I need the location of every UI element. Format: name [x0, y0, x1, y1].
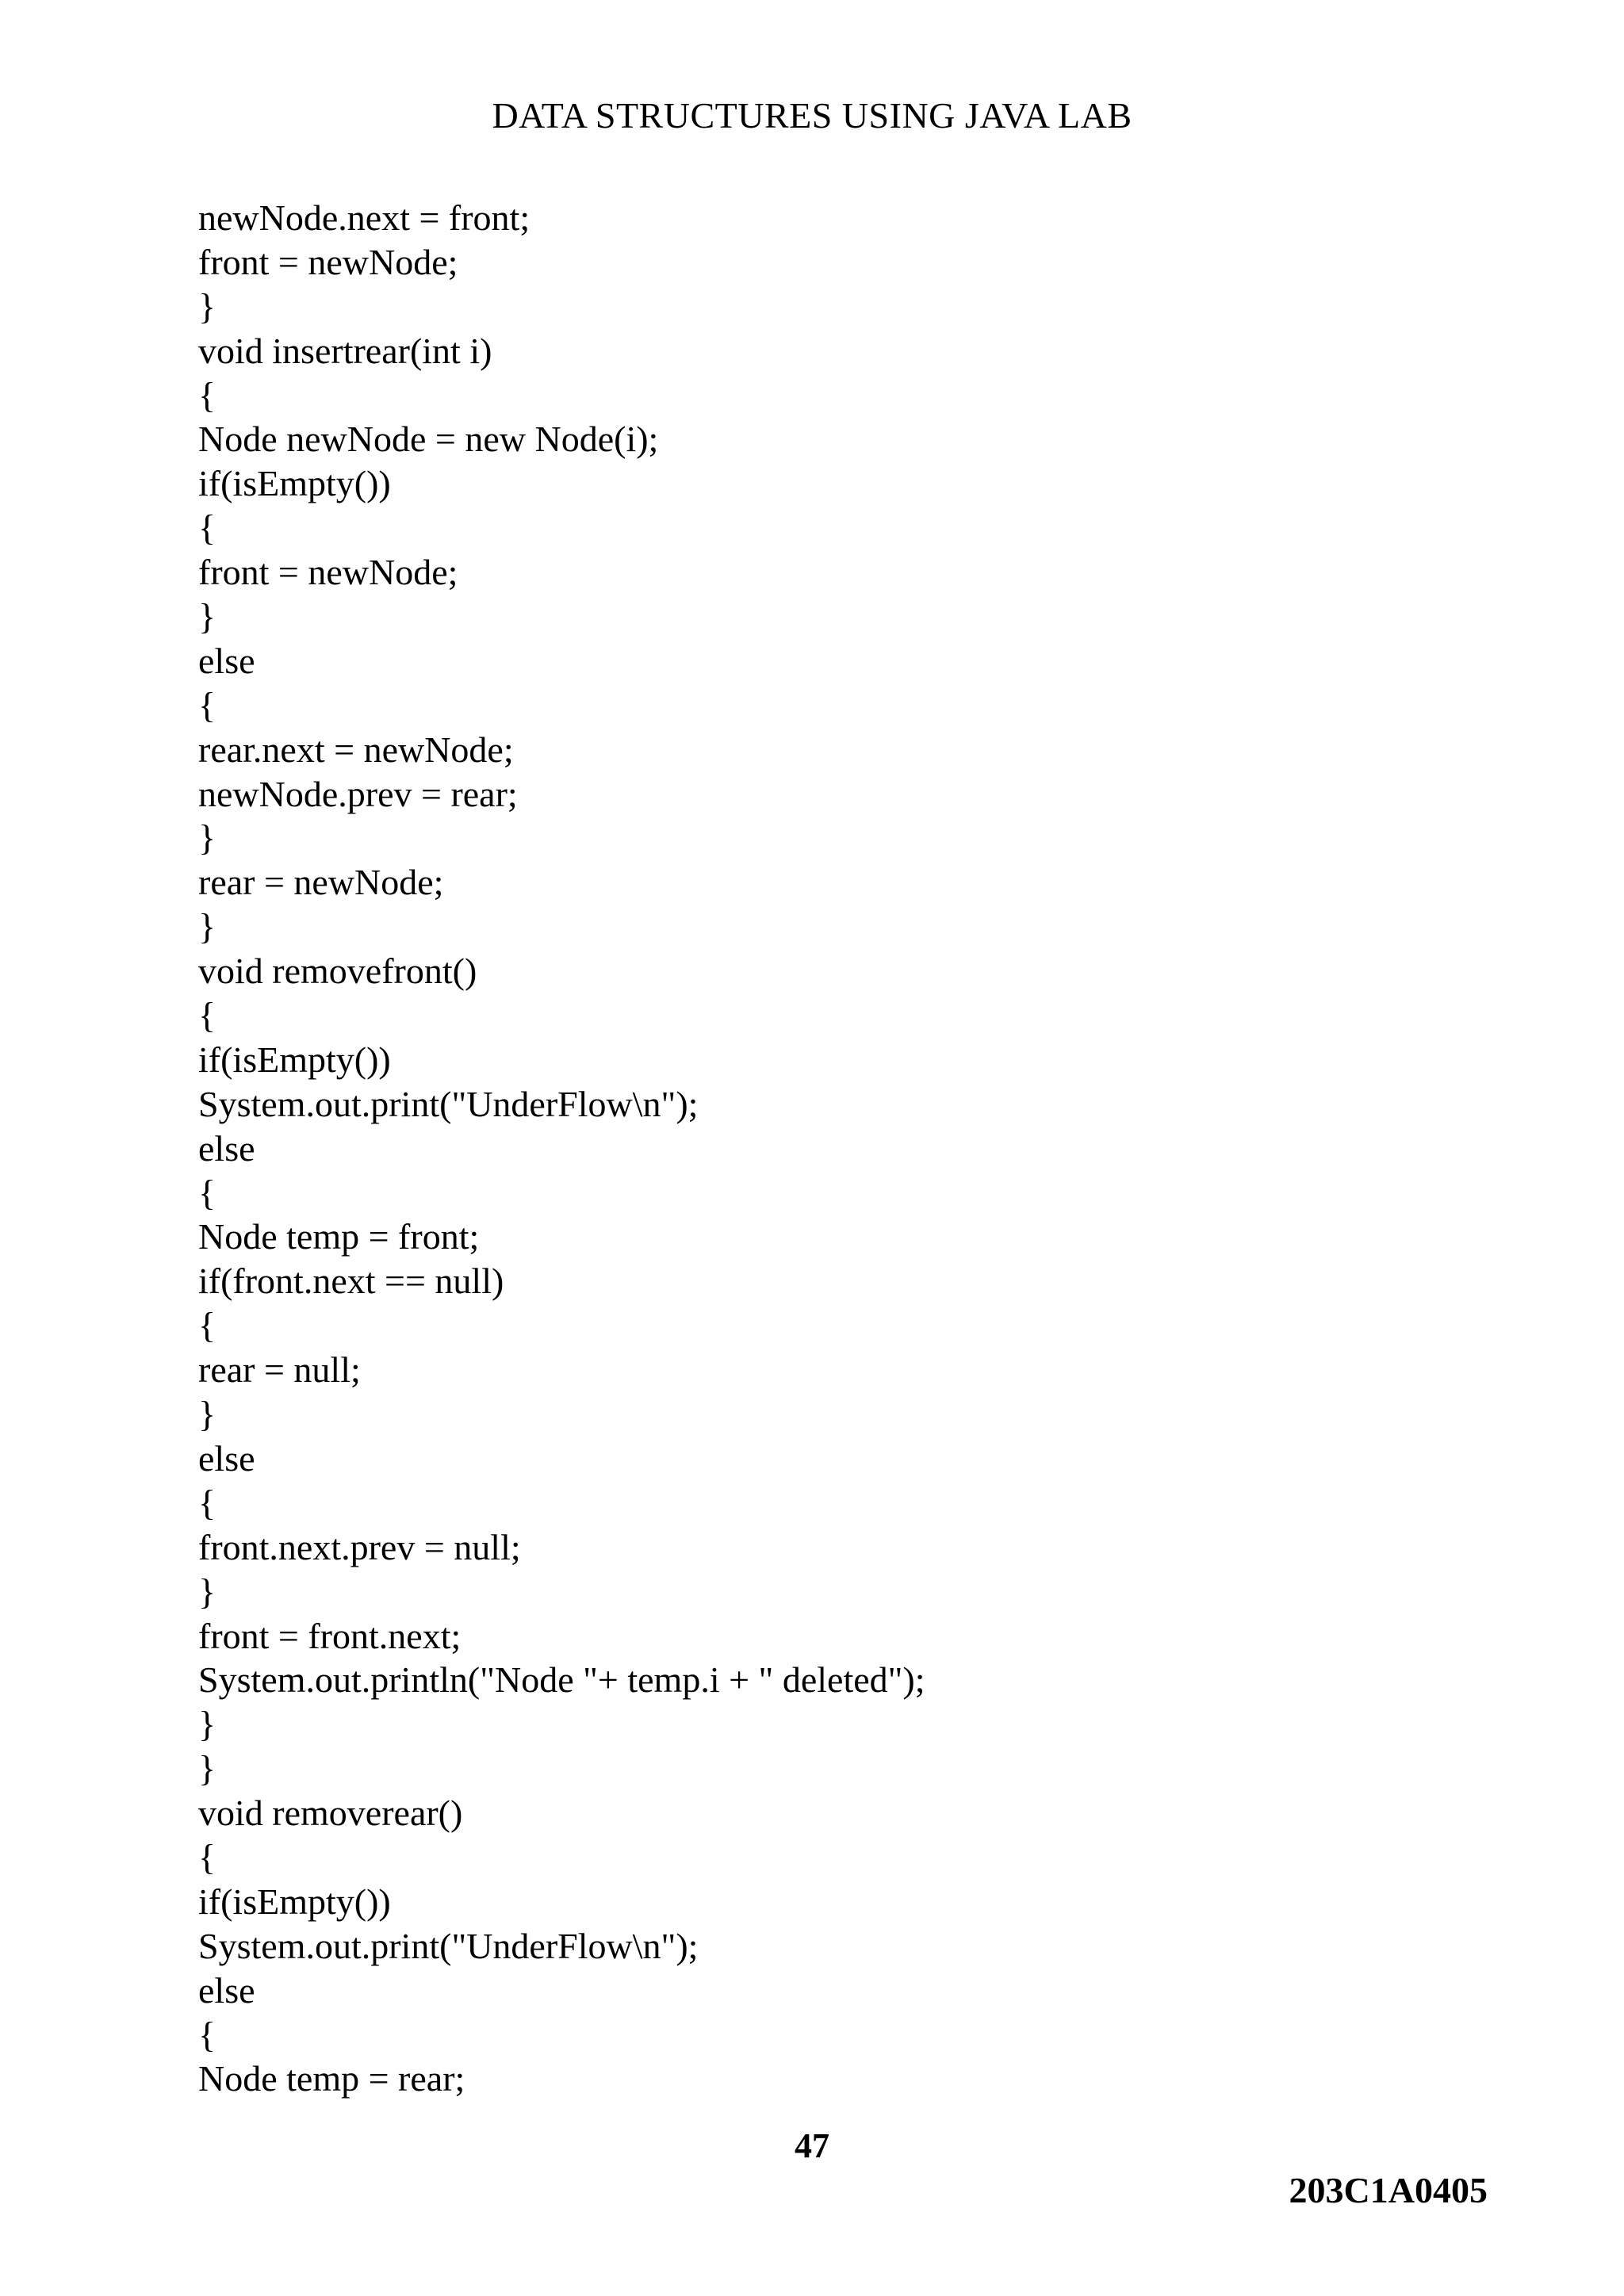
code-line: {: [198, 1482, 216, 1523]
code-line: newNode.next = front;: [198, 197, 530, 238]
code-line: front.next.prev = null;: [198, 1526, 521, 1567]
code-line: }: [198, 1704, 216, 1745]
code-line: if(front.next == null): [198, 1261, 504, 1302]
code-line: }: [198, 285, 216, 327]
code-line: System.out.print("UnderFlow\n");: [198, 1083, 699, 1124]
code-line: if(isEmpty()): [198, 463, 391, 504]
code-line: }: [198, 1748, 216, 1789]
code-line: Node temp = rear;: [198, 2058, 465, 2099]
code-line: {: [198, 1305, 216, 1346]
code-listing: [198, 196, 1546, 2101]
code-line: }: [198, 817, 216, 859]
code-line: if(isEmpty()): [198, 1039, 391, 1080]
code-line: if(isEmpty()): [198, 1881, 391, 1922]
code-line: }: [198, 596, 216, 637]
code-line: {: [198, 1836, 216, 1877]
page-number: 47: [795, 2126, 829, 2165]
code-line: void removefront(): [198, 951, 477, 992]
code-line: else: [198, 1969, 255, 2011]
code-line: void insertrear(int i): [198, 330, 492, 371]
code-line: Node temp = front;: [198, 1216, 480, 1257]
code-line: rear = null;: [198, 1349, 361, 1391]
code-line: else: [198, 1437, 255, 1479]
code-line: rear.next = newNode;: [198, 729, 514, 770]
code-line: {: [198, 684, 216, 725]
code-line: {: [198, 2014, 216, 2055]
code-line: else: [198, 1127, 255, 1169]
code-line: {: [198, 374, 216, 415]
code-line: newNode.prev = rear;: [198, 773, 518, 814]
code-line: {: [198, 1172, 216, 1213]
code-line: {: [198, 507, 216, 549]
code-line: }: [198, 1394, 216, 1435]
roll-number: 203C1A0405: [1289, 2170, 1488, 2210]
code-line: {: [198, 995, 216, 1036]
code-line: System.out.println("Node "+ temp.i + " deleted");: [198, 1659, 925, 1701]
code-line: front = newNode;: [198, 241, 458, 282]
code-line: }: [198, 906, 216, 947]
code-line: System.out.print("UnderFlow\n");: [198, 1925, 699, 1966]
code-line: front = newNode;: [198, 552, 458, 593]
code-line: Node newNode = new Node(i);: [198, 419, 659, 460]
code-line: else: [198, 640, 255, 681]
code-line: rear = newNode;: [198, 862, 444, 903]
code-line: front = front.next;: [198, 1615, 462, 1656]
page-header: DATA STRUCTURES USING JAVA LAB: [492, 95, 1132, 136]
code-line: }: [198, 1571, 216, 1612]
code-line: void removerear(): [198, 1793, 463, 1834]
